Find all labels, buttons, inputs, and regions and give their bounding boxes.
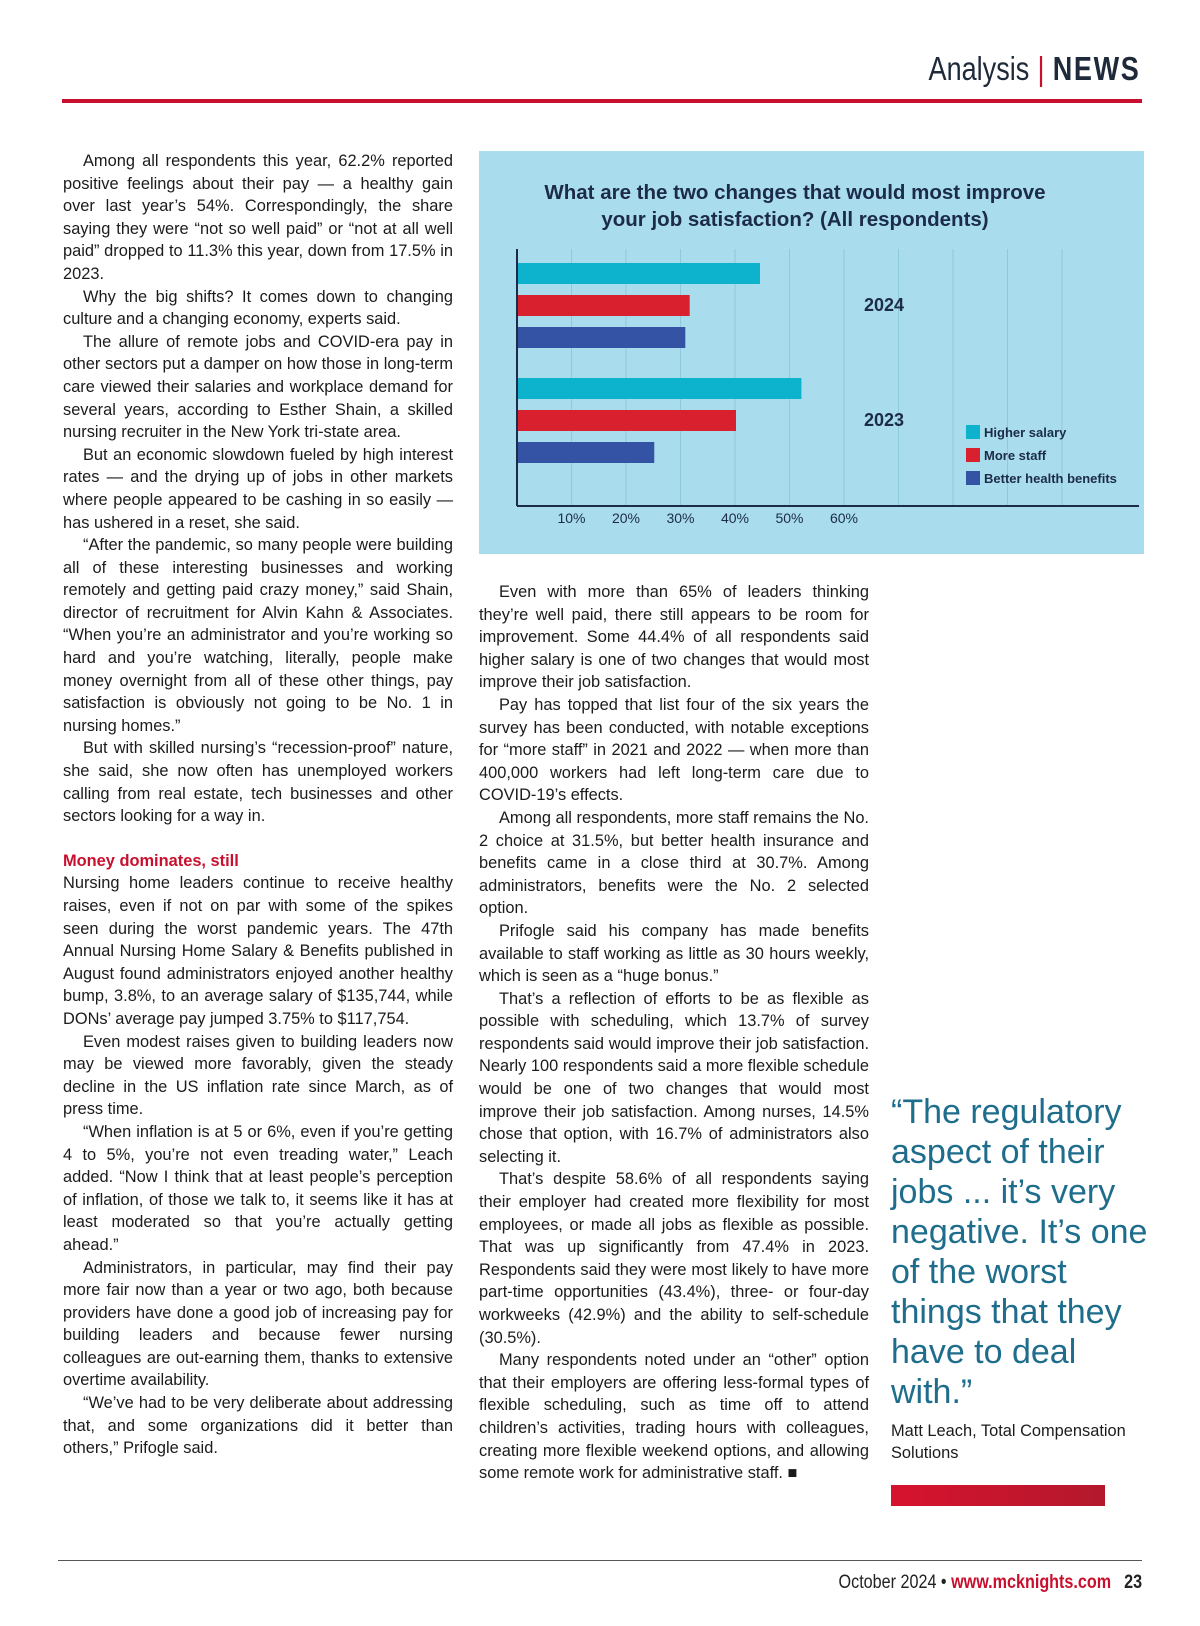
- legend-swatch: [966, 425, 980, 439]
- x-tick-label: 10%: [557, 510, 586, 526]
- legend-label: Higher salary: [984, 425, 1067, 440]
- paragraph: Administrators, in particular, may find their pay more fair now than a year or two ago, both because providers have done a good job of increasing pay for building leaders and because fewer nursing colleagues are out-earning them, thanks to extensive overtime availability.: [63, 1258, 453, 1390]
- bar-more-staff-2024: [518, 295, 690, 316]
- x-tick-label: 60%: [829, 510, 859, 526]
- x-tick-label: 30%: [666, 510, 695, 526]
- bar-better-health-benefits-2024: [518, 327, 685, 348]
- paragraph: Prifogle said his company has made benefits available to staff working as little as 30 hours weekly, which is seen as a “huge bonus.”: [479, 921, 869, 986]
- paragraph: Why the big shifts? It comes down to changing culture and a changing economy, experts said.: [63, 287, 453, 329]
- section-label: Analysis: [928, 50, 1029, 87]
- pull-quote-attribution: Matt Leach, Total Compensation Solutions: [891, 1422, 1126, 1462]
- subheading: Money dominates, still: [63, 851, 239, 870]
- section-header: [928, 50, 1140, 88]
- legend-swatch: [966, 448, 980, 462]
- paragraph: That’s despite 58.6% of all respondents saying their employer had created more flexibility for most employees, or made all jobs as flexible as possible. That was up significantly from 47.4% in 2023. Respondents said they were most likely to have more part-time opportunities (43.4%), three- or four-day workweeks (42.9%) and the ability to self-schedule (30.5%).: [479, 1170, 869, 1347]
- paragraph: Nursing home leaders continue to receive healthy raises, even if not on par with some of the spikes seen during the worst pandemic years. The 47th Annual Nursing Home Salary & Benefits published in August found administrators enjoyed another healthy bump, 3.8%, to an average salary of $135,744, while DONs’ average pay jumped 3.75% to $117,754.: [63, 874, 453, 1028]
- pull-quote: “The regulatory aspect of their jobs ... it’s very negative. It’s one of the worst things that they have to deal with.”: [891, 1093, 1148, 1411]
- page-number: 23: [1124, 1572, 1142, 1593]
- legend-label: More staff: [984, 448, 1047, 463]
- category-label-2024: 2024: [864, 295, 905, 315]
- section-name: NEWS: [1052, 50, 1140, 87]
- header-separator: |: [1037, 50, 1045, 87]
- decorative-red-bar: [891, 1485, 1105, 1506]
- x-tick-label: 20%: [611, 510, 641, 526]
- chart-canvas: [479, 151, 1144, 554]
- website-link[interactable]: www.mcknights.com: [951, 1572, 1112, 1593]
- issue-date: October 2024: [838, 1572, 937, 1593]
- bar-better-health-benefits-2023: [518, 442, 654, 463]
- x-tick-label: 40%: [720, 510, 750, 526]
- chart-title-line-1: What are the two changes that would most improve: [544, 181, 1046, 204]
- paragraph: But with skilled nursing’s “recession-proof” nature, she said, she now often has unemployed workers calling from real estate, tech businesses and other sectors looking for a way in.: [63, 739, 453, 826]
- bar-chart: [479, 151, 1144, 554]
- paragraph: “When inflation is at 5 or 6%, even if you’re getting 4 to 5%, you’re not even treading water,” Leach added. “Now I think that at least people’s perception of inflation, of those we talk to, it seems like it has at least moderated so that you’re actually getting ahead.”: [63, 1122, 453, 1254]
- paragraph: Many respondents noted under an “other” option that their employers are offering less-formal types of flexible scheduling, such as time off to attend children’s activities, trading hours with colleagues, creating more flexible weekend options, and allowing some remote work for administrative staff. ■: [479, 1351, 869, 1483]
- paragraph: Among all respondents this year, 62.2% reported positive feelings about their pay — a healthy gain over last year’s 54%. Correspondingly, the share saying they were “not so well paid” or “not at all well paid” dropped to 11.3% this year, down from 17.5% in 2023.: [63, 152, 453, 283]
- paragraph: Even modest raises given to building leaders now may be viewed more favorably, given the steady decline in the US inflation rate since March, as of press time.: [63, 1032, 453, 1119]
- article-column-1: [63, 150, 453, 1460]
- paragraph: Pay has topped that list four of the six years the survey has been conducted, with notable exceptions for “more staff” in 2021 and 2022 — when more than 400,000 workers had left long-term care due to COVID-19’s effects.: [479, 695, 869, 805]
- footer-bullet: •: [940, 1572, 947, 1593]
- article-column-2: [479, 581, 869, 1485]
- paragraph: The allure of remote jobs and COVID-era pay in other sectors put a damper on how those in long-term care viewed their salaries and workplace demand for several years, according to Esther Shain, a skilled nursing recruiter in the New York tri-state area.: [63, 332, 453, 442]
- legend-swatch: [966, 471, 980, 485]
- footer-rule: [58, 1560, 1142, 1561]
- paragraph: But an economic slowdown fueled by high interest rates — and the drying up of jobs in other markets where people appeared to be cashing in so easily — has ushered in a reset, she said.: [63, 445, 453, 532]
- bar-more-staff-2023: [518, 410, 736, 431]
- page-footer: [838, 1572, 1142, 1594]
- x-tick-label: 50%: [775, 510, 804, 526]
- paragraph: “After the pandemic, so many people were building all of these interesting businesses and working remotely and getting paid crazy money,” said Shain, director of recruitment for Alvin Kahn & Associates. “When you’re an administrator and you’re working so hard and you’re watching, literally, people make money overnight from all of these other things, pay satisfaction is obviously not going to be No. 1 in nursing homes.”: [63, 536, 453, 735]
- chart-title-line-2: your job satisfaction? (All respondents): [601, 208, 989, 231]
- paragraph: “We’ve had to be very deliberate about addressing that, and some organizations did it better than others,” Prifogle said.: [63, 1394, 453, 1458]
- legend-label: Better health benefits: [984, 471, 1117, 486]
- bar-higher-salary-2024: [518, 263, 760, 284]
- bar-higher-salary-2023: [518, 378, 801, 399]
- paragraph: Even with more than 65% of leaders thinking they’re well paid, there still appears to be room for improvement. Some 44.4% of all respondents said higher salary is one of two changes that would most improve their job satisfaction.: [479, 583, 869, 692]
- category-label-2023: 2023: [864, 410, 905, 430]
- paragraph: That’s a reflection of efforts to be as flexible as possible with scheduling, which 13.7% of survey respondents said would improve their job satisfaction. Nearly 100 respondents said a more flexible schedule would be one of two changes that would most improve their job satisfaction. Among nurses, 14.5% chose that option, with 16.7% of administrators also selecting it.: [479, 989, 869, 1166]
- header-rule: [62, 99, 1142, 103]
- paragraph: Among all respondents, more staff remains the No. 2 choice at 31.5%, but better health insurance and benefits came in a close third at 30.7%. Among administrators, benefits were the No. 2 selected option.: [479, 808, 869, 918]
